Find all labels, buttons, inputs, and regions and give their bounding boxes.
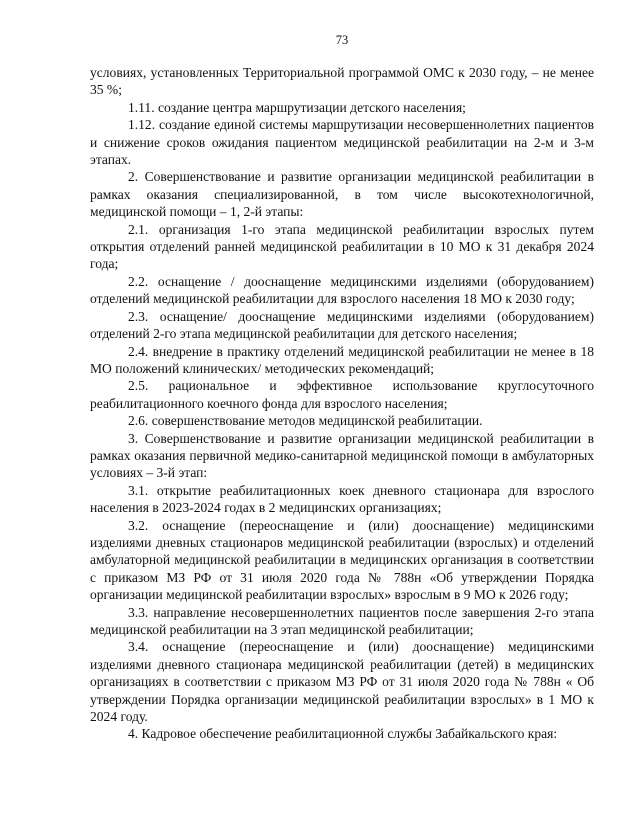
paragraph-2: 2. Совершенствование и развитие организации медицинской реабилитации в рамках оказания специализированной, в том числе высокотехнологичной, медицинской помощи – 1, 2-й этапы: xyxy=(90,169,594,220)
paragraph-3: 3. Совершенствование и развитие организации медицинской реабилитации в рамках оказания первичной медико-санитарной медицинской помощи в амбулаторных условиях – 3-й этап: xyxy=(90,430,594,481)
paragraph-3-4: 3.4. оснащение (переоснащение и (или) дооснащение) медицинскими изделиями дневного стационара медицинской реабилитации (детей) в медицинских организациях в соответствии с приказом МЗ РФ от 31 июля 2020 года № 788н « Об утверждении Порядка организации медицинской реабилитации взрослых» в 1 МО к 2024 году. xyxy=(90,639,594,725)
paragraph-3-1: 3.1. открытие реабилитационных коек дневного стационара для взрослого населения в 2023-2024 годах в 2 медицинских организациях; xyxy=(90,482,594,516)
document-body xyxy=(90,64,594,743)
paragraph-2-5: 2.5. рациональное и эффективное использование круглосуточного реабилитационного коечного фонда для взрослого населения; xyxy=(90,378,594,411)
paragraph-continuation: условиях, установленных Территориальной программой ОМС к 2030 году, – не менее 35 %; xyxy=(90,65,594,98)
paragraph-2-2: 2.2. оснащение / дооснащение медицинскими изделиями (оборудованием) отделений медицинской реабилитации для взрослого населения 18 МО к 2030 году; xyxy=(90,273,594,307)
paragraph-1-11: 1.11. создание центра маршрутизации детского населения; xyxy=(128,99,466,115)
paragraph-2-3: 2.3. оснащение/ дооснащение медицинскими изделиями (оборудованием) отделений 2-го этапа медицинской реабилитации для детского населения; xyxy=(90,308,594,342)
paragraph-1-12: 1.12. создание единой системы маршрутизации несовершеннолетних пациентов и снижение сроков ожидания пациентом медицинской реабилитации на 2-м и 3-м этапах. xyxy=(90,117,594,168)
page-number: 73 xyxy=(335,33,349,47)
paragraph-3-3: 3.3. направление несовершеннолетних пациентов после завершения 2-го этапа медицинской реабилитации на 3 этап медицинской реабилитации; xyxy=(90,604,594,637)
paragraph-2-6: 2.6. совершенствование методов медицинской реабилитации. xyxy=(128,413,483,429)
paragraph-2-4: 2.4. внедрение в практику отделений медицинской реабилитации не менее в 18 МО положений клинических/ методических рекомендаций; xyxy=(90,343,594,376)
paragraph-3-2: 3.2. оснащение (переоснащение и (или) дооснащение) медицинскими изделиями дневных стационаров медицинской реабилитации (взрослых) и отделений амбулаторной медицинской реабилитации в медицинских организация в соответствии с приказом МЗ РФ от 31 июля 2020 года № 788н «Об утверждении Порядка организации медицинской реабилитации взрослых» взрослым в 9 МО к 2026 году; xyxy=(90,517,594,603)
paragraph-4: 4. Кадровое обеспечение реабилитационной службы Забайкальского края: xyxy=(128,726,558,742)
paragraph-2-1: 2.1. организация 1-го этапа медицинской реабилитации взрослых путем открытия отделений ранней медицинской реабилитации в 10 МО к 31 декабря 2024 года; xyxy=(90,221,594,272)
